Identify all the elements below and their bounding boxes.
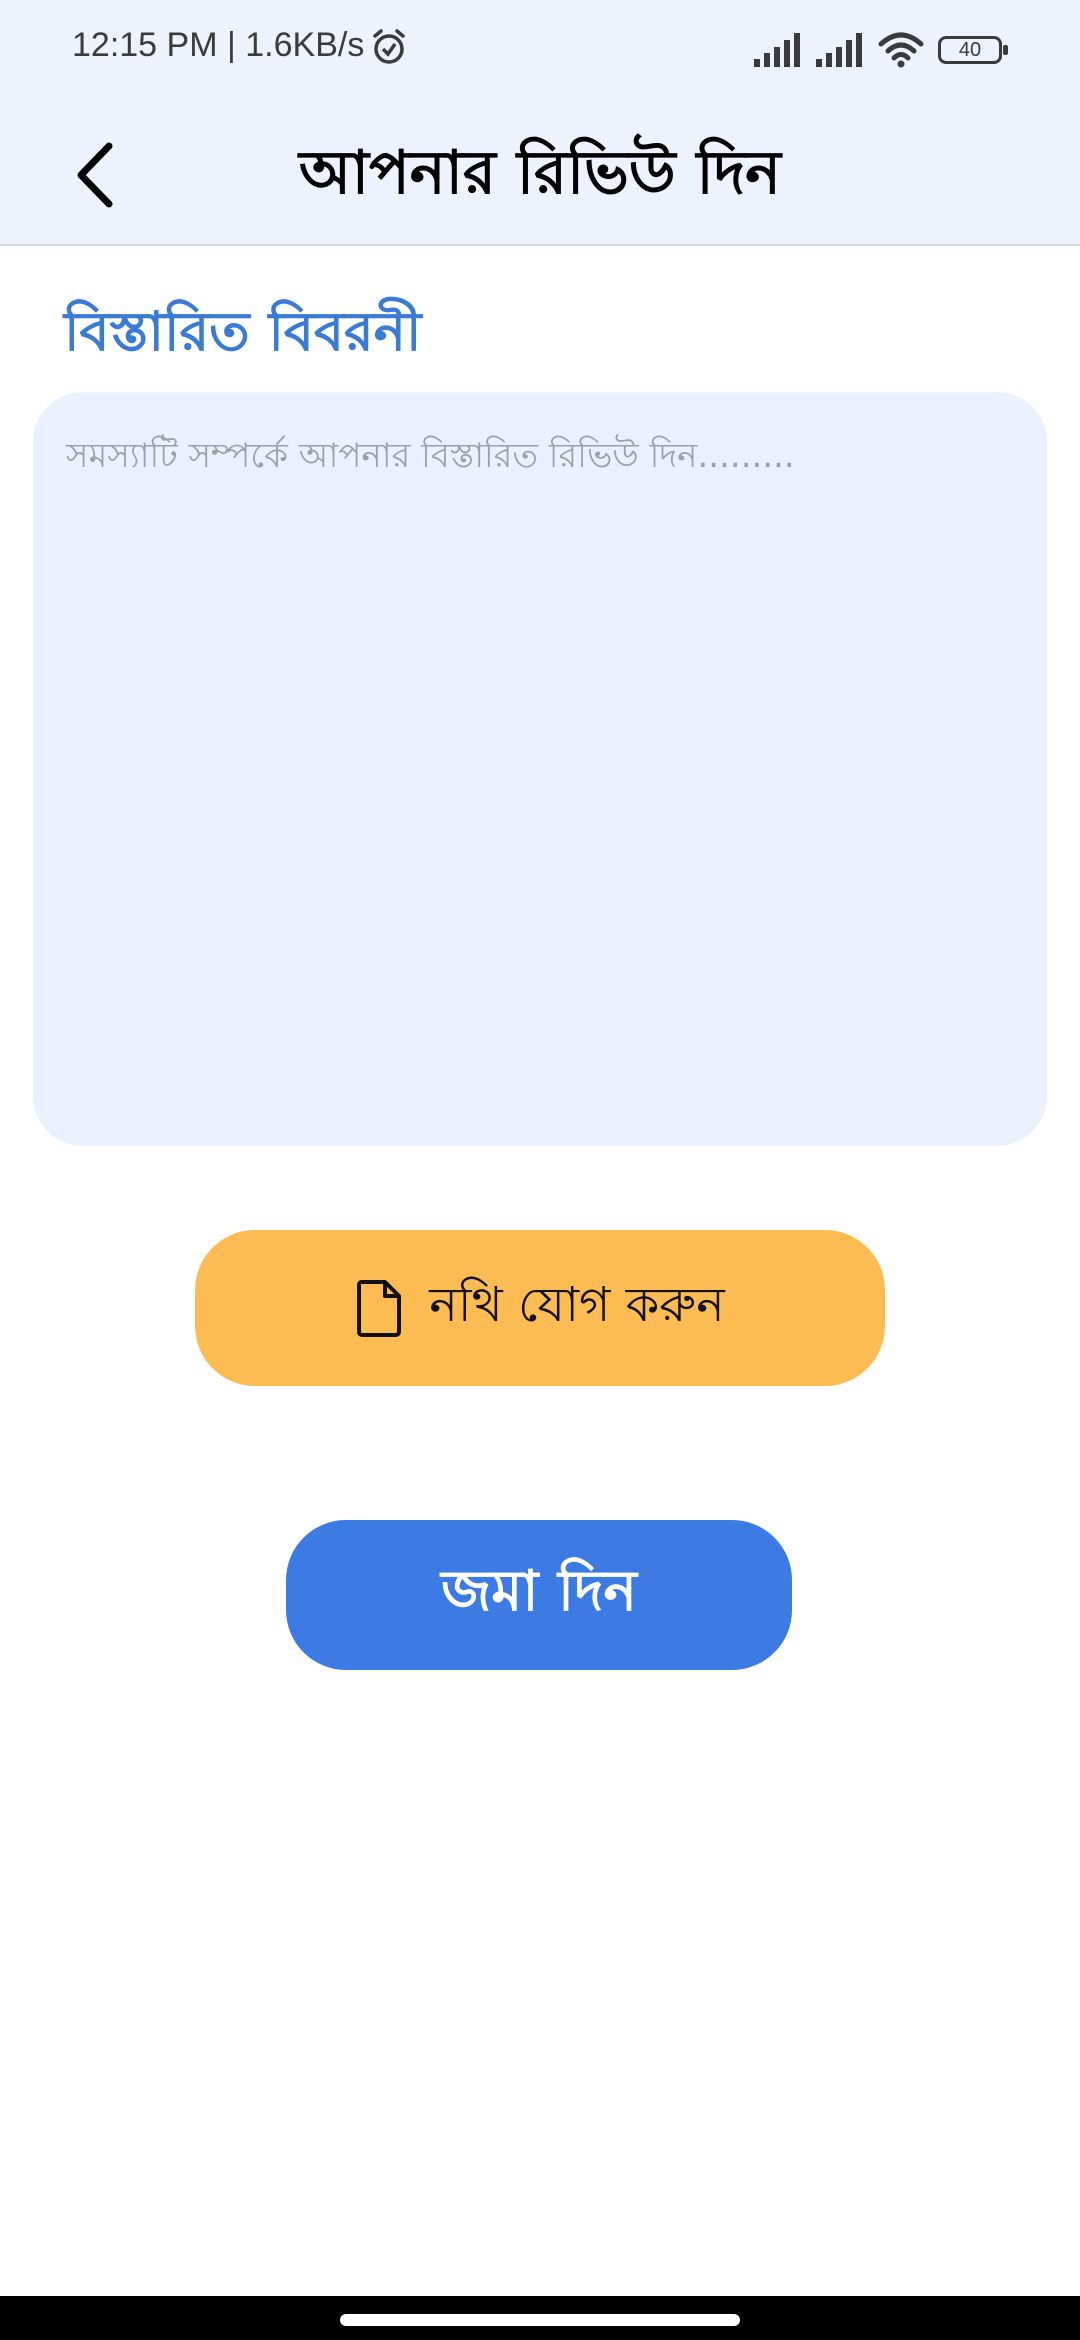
- details-textarea[interactable]: [33, 392, 1047, 1146]
- signal-icon-2: [816, 33, 864, 67]
- status-icons: [754, 30, 1002, 70]
- submit-label: জমা দিন: [441, 1559, 637, 1624]
- home-indicator[interactable]: [340, 2314, 740, 2326]
- status-time-speed: 12:15 PM | 1.6KB/s: [72, 26, 365, 64]
- battery-level: 40: [958, 38, 982, 61]
- app-header: [0, 0, 1080, 246]
- details-section-label: বিস্তারিত বিবরনী: [64, 300, 422, 363]
- wifi-icon: [878, 32, 924, 68]
- status-bar: [0, 0, 1080, 96]
- document-icon: [355, 1278, 403, 1338]
- battery-icon: [938, 36, 1002, 64]
- attach-document-button[interactable]: [195, 1230, 885, 1386]
- page-title: আপনার রিভিউ দিন: [299, 138, 781, 208]
- attach-document-label: নথি যোগ করুন: [429, 1276, 725, 1333]
- submit-button[interactable]: [286, 1520, 792, 1670]
- details-placeholder: সমস্যাটি সম্পর্কে আপনার বিস্তারিত রিভিউ দিন.........: [66, 436, 795, 476]
- signal-icon: [754, 33, 802, 67]
- alarm-icon: [370, 28, 408, 66]
